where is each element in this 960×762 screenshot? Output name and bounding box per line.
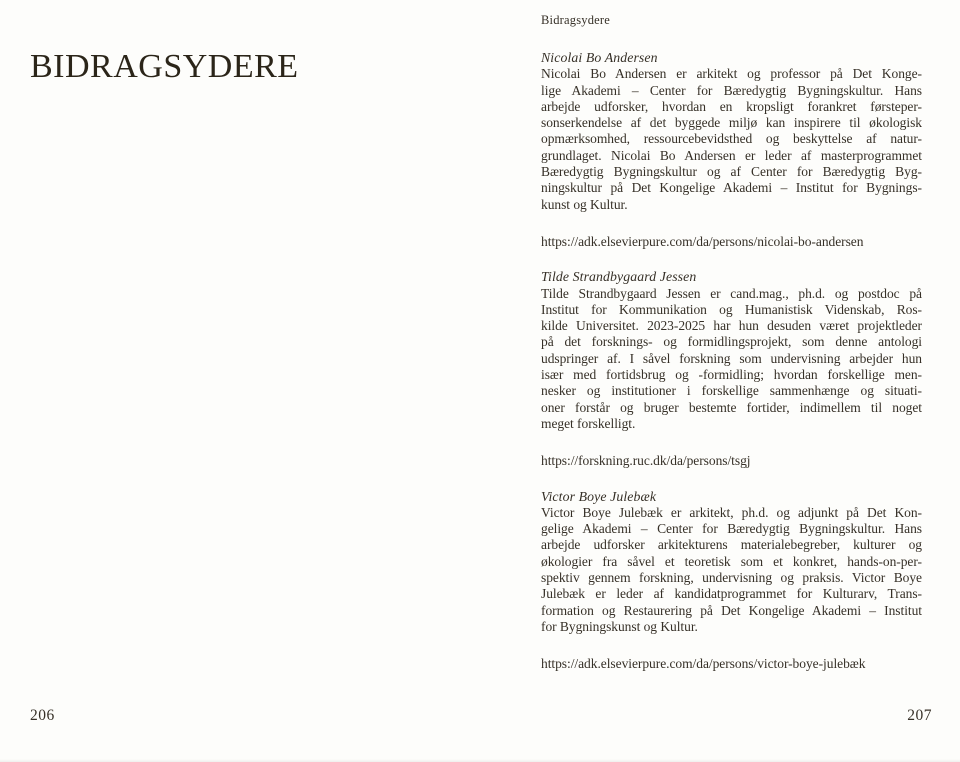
bio-line: meget forskelligt.	[541, 415, 636, 431]
bio-line: oner forstår og bruger bestemte fortider, indimellem til noget	[541, 399, 922, 415]
bio-line: ningskultur på Det Kongelige Akademi – Institut for Bygnings-	[541, 180, 922, 196]
page-title: BIDRAGSYDERE	[30, 48, 299, 85]
bio-line: lige Akademi – Center for Bæredygtig Bygningskultur. Hans	[541, 82, 922, 98]
bio-line: kilde Universitet. 2023-2025 har hun desuden været projektleder	[541, 318, 922, 334]
bio-line: Victor Boye Julebæk er arkitekt, ph.d. og adjunkt på Det Kon-	[541, 504, 922, 520]
contributor-bio	[541, 286, 922, 433]
bio-line: Institut for Kommunikation og Humanistisk Videnskab, Ros-	[541, 301, 922, 317]
bio-line: arbejde udforsker arkitekturens materialebegreber, kulturer og	[541, 537, 922, 553]
bio-line: formation og Restaurering på Det Kongelige Akademi – Institut	[541, 602, 922, 618]
contributor-url: https://adk.elsevierpure.com/da/persons/victor-boye-julebæk	[541, 656, 866, 672]
contributor-bio	[541, 66, 922, 213]
bio-line: nesker og institutioner i forskellige sammenhænge og situati-	[541, 383, 922, 399]
bio-line: opmærksomhed, ressourcebevidsthed og beskyttelse af natur-	[541, 131, 922, 147]
contributor-entry	[541, 269, 922, 469]
bio-line: især med fortidsbrug og -formidling; hvordan forskellige men-	[541, 367, 922, 383]
bio-line: kunst og Kultur.	[541, 196, 628, 212]
bio-line: på det forsknings- og formidlingsprojekt, som denne antologi	[541, 334, 922, 350]
contributor-url: https://adk.elsevierpure.com/da/persons/nicolai-bo-andersen	[541, 233, 864, 249]
bio-line: grundlaget. Nicolai Bo Andersen er leder af masterprogrammet	[541, 147, 922, 163]
contributor-name: Nicolai Bo Andersen	[541, 50, 658, 65]
bio-line: økologier fra såvel et teoretisk som et konkret, hands-on-per-	[541, 553, 922, 569]
bio-line: Julebæk er leder af kandidatprogrammet for Kulturarv, Trans-	[541, 586, 922, 602]
contributor-entry	[541, 50, 922, 250]
bio-line: gelige Akademi – Center for Bæredygtig Bygningskultur. Hans	[541, 521, 922, 537]
contributor-entry	[541, 489, 922, 673]
bio-line: spektiv gennem forskning, undervisning og praksis. Victor Boye	[541, 570, 922, 586]
bio-line: Bæredygtig Bygningskultur og af Center for Bæredygtig Byg-	[541, 164, 922, 180]
contributor-bio	[541, 505, 922, 635]
page-number-left: 206	[30, 707, 55, 724]
bio-line: Nicolai Bo Andersen er arkitekt og professor på Det Konge-	[541, 66, 922, 82]
bio-line: Tilde Strandbygaard Jessen er cand.mag., ph.d. og postdoc på	[541, 285, 922, 301]
bio-line: arbejde udforsker, hvordan en kropsligt forankret førsteper-	[541, 98, 922, 114]
bio-line: for Bygningskunst og Kultur.	[541, 618, 698, 634]
running-header: Bidragsydere	[541, 13, 611, 27]
contributor-name: Victor Boye Julebæk	[541, 488, 657, 504]
bio-line: sonserkendelse af det byggede miljø kan inspirere til økologisk	[541, 115, 922, 131]
contributor-name: Tilde Strandbygaard Jessen	[541, 269, 697, 285]
contributor-url: https://forskning.ruc.dk/da/persons/tsgj	[541, 453, 751, 469]
page-number-right: 207	[907, 707, 932, 724]
contributor-entries	[541, 50, 922, 692]
bio-line: udspringer af. I såvel forskning som undervisning arbejder hun	[541, 350, 922, 366]
